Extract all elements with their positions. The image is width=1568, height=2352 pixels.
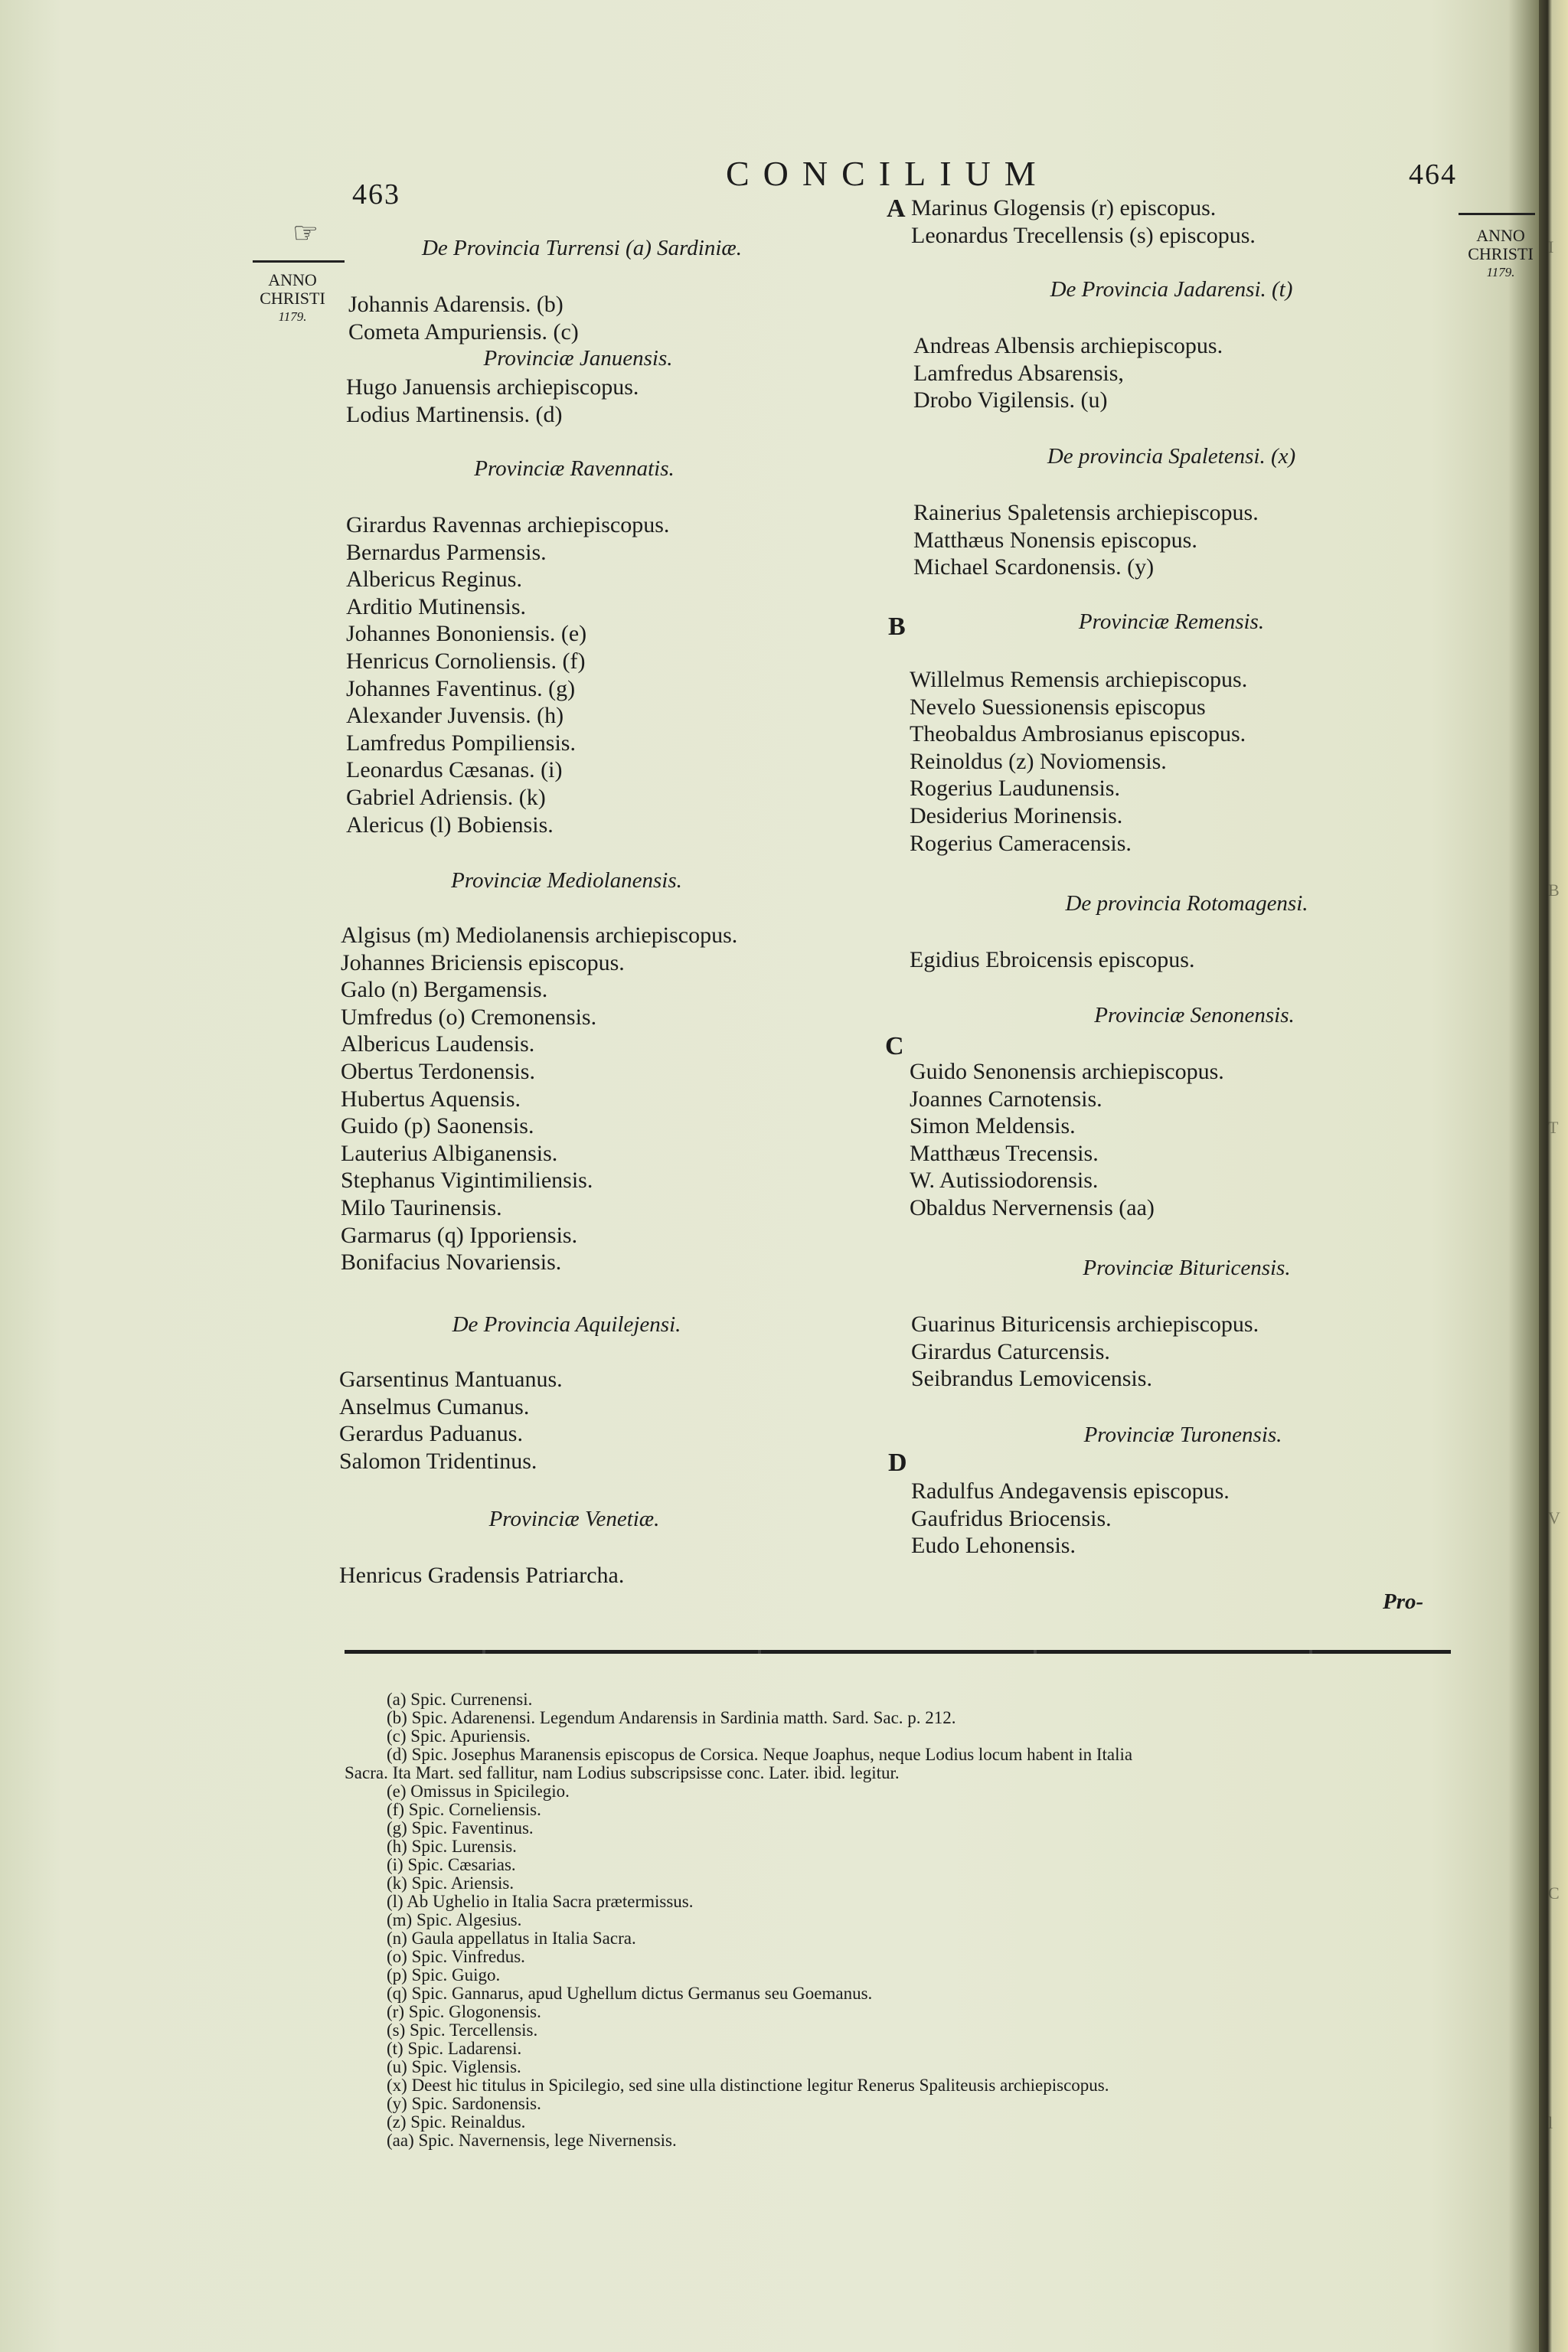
list-item: Henricus Cornoliensis. (f) (346, 648, 586, 674)
margin-rule-left (253, 260, 345, 263)
list-item: Albericus Reginus. (346, 567, 522, 593)
list-item: Simon Meldensis. (910, 1113, 1076, 1139)
heading-rotomagensi: De provincia Rotomagensi. (1065, 891, 1308, 916)
heading-januensis: Provinciæ Januensis. (483, 346, 673, 371)
heading-turonensis: Provinciæ Turonensis. (1083, 1423, 1282, 1447)
footnote: (a) Spic. Currenensi. (387, 1690, 533, 1709)
list-item: Johannes Bononiensis. (e) (346, 621, 587, 647)
list-item: Lamfredus Pompiliensis. (346, 730, 576, 756)
footnote: (z) Spic. Reinaldus. (387, 2112, 526, 2132)
bleed-letter: l (1548, 2113, 1553, 2132)
list-item: Gabriel Adriensis. (k) (346, 784, 546, 810)
anno-christi-right (1466, 227, 1535, 282)
list-item: Leonardus Trecellensis (s) episcopus. (911, 222, 1256, 248)
list-item: Stephanus Vigintimiliensis. (341, 1168, 593, 1194)
list-item: Gerardus Paduanus. (339, 1421, 523, 1447)
footnote: (n) Gaula appellatus in Italia Sacra. (387, 1929, 636, 1948)
list-item: Johannis Adarensis. (b) (348, 292, 564, 317)
footnote: (l) Ab Ughelio in Italia Sacra prætermissus. (387, 1892, 694, 1911)
christi-label: CHRISTI (1468, 244, 1534, 263)
footnote: (i) Spic. Cæsarias. (387, 1855, 516, 1874)
list-item: Leonardus Cæsanas. (i) (346, 757, 563, 783)
heading-spaletensi: De provincia Spaletensi. (x) (1047, 444, 1296, 469)
list-ravennatis (346, 511, 669, 838)
list-item: Alericus (l) Bobiensis. (346, 812, 554, 838)
page-number-right: 464 (1409, 158, 1457, 191)
footnote: (g) Spic. Faventinus. (387, 1818, 534, 1838)
list-item: Gaufridus Briocensis. (911, 1505, 1112, 1531)
list-item: Albericus Laudensis. (341, 1031, 535, 1057)
heading-senonensis: Provinciæ Senonensis. (1094, 1003, 1295, 1027)
list-venetiae (339, 1562, 624, 1589)
heading-aquilejensis: De Provincia Aquilejensi. (452, 1312, 681, 1337)
list-item: Lamfredus Absarensis, (913, 360, 1124, 386)
list-top-right (911, 194, 1256, 249)
list-aquilejensis (339, 1366, 563, 1475)
footnote: (q) Spic. Gannarus, apud Ughellum dictus Germanus seu Goemanus. (387, 1984, 873, 2003)
list-item: Marinus Glogensis (r) episcopus. (911, 195, 1217, 220)
pointing-hand-icon: ☞ (292, 217, 319, 250)
footnote: (s) Spic. Tercellensis. (387, 2020, 538, 2040)
list-item: Obertus Terdonensis. (341, 1058, 535, 1084)
margin-letter-c: C (885, 1032, 904, 1060)
facing-page-edge (1548, 0, 1568, 2352)
catchword: Pro- (1383, 1589, 1424, 1614)
margin-letter-d: D (888, 1449, 907, 1477)
heading-ravennatis: Provinciæ Ravennatis. (474, 456, 675, 481)
christi-label: CHRISTI (260, 289, 325, 308)
list-item: Hugo Januensis archiepiscopus. (346, 374, 639, 400)
footnote: (d) Spic. Josephus Maranensis episcopus de Corsica. Neque Joaphus, neque Lodius locum habent in Italia (387, 1745, 1133, 1764)
list-mediolanensis (341, 922, 737, 1276)
footnote: (c) Spic. Apuriensis. (387, 1726, 531, 1746)
bleed-letter: V (1548, 1508, 1560, 1527)
margin-letter-a: A (887, 194, 906, 223)
list-item: Galo (n) Bergamensis. (341, 977, 548, 1003)
list-item: Alexander Juvensis. (h) (346, 703, 564, 729)
list-item: Guarinus Bituricensis archiepiscopus. (911, 1312, 1259, 1337)
anno-label: ANNO (268, 270, 317, 289)
heading-sardinia: De Provincia Turrensi (a) Sardiniæ. (421, 236, 743, 260)
list-item: Matthæus Trecensis. (910, 1140, 1099, 1166)
list-senonensis (910, 1058, 1224, 1222)
list-sardinia (348, 291, 579, 345)
list-item: Michael Scardonensis. (y) (913, 554, 1155, 580)
margin-rule-right (1459, 213, 1535, 215)
footnote: (u) Spic. Viglensis. (387, 2057, 521, 2076)
list-item: Henricus Gradensis Patriarcha. (339, 1563, 625, 1588)
footnote: (h) Spic. Lurensis. (387, 1837, 517, 1856)
list-item: Girardus Ravennas archiepiscopus. (346, 512, 670, 537)
list-item: Seibrandus Lemovicensis. (911, 1366, 1152, 1392)
footnote: (p) Spic. Guigo. (387, 1965, 501, 1984)
heading-venetiae: Provinciæ Venetiæ. (488, 1507, 660, 1531)
list-item: Garmarus (q) Ipporiensis. (341, 1222, 578, 1248)
list-item: Andreas Albensis archiepiscopus. (913, 333, 1223, 358)
bleed-letter: C (1548, 1883, 1560, 1903)
list-item: Girardus Caturcensis. (911, 1338, 1110, 1364)
list-item: Hubertus Aquensis. (341, 1086, 521, 1112)
list-item: Salomon Tridentinus. (339, 1448, 537, 1474)
list-item: W. Autissiodorensis. (910, 1168, 1099, 1194)
list-item: Rogerius Laudunensis. (910, 776, 1120, 802)
anno-label: ANNO (1476, 226, 1525, 245)
list-item: Garsentinus Mantuanus. (339, 1367, 563, 1392)
list-item: Guido (p) Saonensis. (341, 1113, 534, 1139)
list-jadarensi (913, 332, 1223, 414)
list-item: Radulfus Andegavensis episcopus. (911, 1478, 1230, 1504)
list-turonensis (911, 1478, 1230, 1560)
list-item: Johannes Briciensis episcopus. (341, 949, 625, 975)
list-spaletensi (913, 499, 1259, 581)
footnote: (o) Spic. Vinfredus. (387, 1947, 525, 1966)
footnote: (m) Spic. Algesius. (387, 1910, 522, 1929)
list-item: Willelmus Remensis archiepiscopus. (910, 667, 1248, 692)
anno-year: 1179. (1486, 265, 1515, 279)
anno-christi-left (247, 271, 338, 326)
list-bituricensis (911, 1311, 1259, 1393)
list-januensis (346, 374, 639, 428)
page-number-left: 463 (352, 178, 400, 211)
list-item: Algisus (m) Mediolanensis archiepiscopus. (341, 923, 738, 948)
footnote: (aa) Spic. Navernensis, lege Nivernensis. (387, 2131, 677, 2150)
list-item: Joannes Carnotensis. (910, 1086, 1102, 1112)
footnote: (r) Spic. Glogonensis. (387, 2002, 541, 2021)
list-item: Reinoldus (z) Noviomensis. (910, 748, 1167, 774)
footnote: (b) Spic. Adarenensi. Legendum Andarensis in Sardinia matth. Sard. Sac. p. 212. (387, 1708, 956, 1727)
list-item: Guido Senonensis archiepiscopus. (910, 1059, 1224, 1084)
footnote: (f) Spic. Corneliensis. (387, 1800, 541, 1819)
list-item: Theobaldus Ambrosianus episcopus. (910, 721, 1246, 747)
footnote: (e) Omissus in Spicilegio. (387, 1782, 570, 1801)
list-item: Cometa Ampuriensis. (c) (348, 318, 579, 345)
list-item: Milo Taurinensis. (341, 1194, 502, 1220)
list-item: Lodius Martinensis. (d) (346, 401, 563, 427)
bleed-letter: I (1548, 237, 1554, 256)
anno-year: 1179. (278, 309, 307, 324)
list-item: Anselmus Cumanus. (339, 1393, 530, 1419)
list-item: Bernardus Parmensis. (346, 539, 547, 565)
list-rotomagensi (910, 946, 1194, 974)
bleed-letter: T (1548, 1118, 1559, 1137)
heading-mediolanensis: Provinciæ Mediolanensis. (451, 868, 682, 893)
list-item: Drobo Vigilensis. (u) (913, 387, 1108, 413)
list-item: Egidius Ebroicensis episcopus. (910, 947, 1195, 972)
list-item: Arditio Mutinensis. (346, 593, 527, 619)
heading-bituricensis: Provinciæ Bituricensis. (1083, 1256, 1291, 1280)
list-item: Lauterius Albiganensis. (341, 1140, 558, 1166)
footnote: (t) Spic. Ladarensi. (387, 2039, 522, 2058)
list-item: Nevelo Suessionensis episcopus (910, 694, 1206, 720)
list-item: Rogerius Cameracensis. (910, 830, 1132, 856)
footnote: (y) Spic. Sardonensis. (387, 2094, 541, 2113)
list-item: Desiderius Morinensis. (910, 802, 1123, 828)
bleed-letter: B (1548, 880, 1560, 900)
footnote-separator-rule (345, 1650, 1451, 1654)
list-item: Bonifacius Novariensis. (341, 1250, 562, 1276)
list-item: Obaldus Nervernensis (aa) (910, 1194, 1155, 1220)
list-item: Umfredus (o) Cremonensis. (341, 1004, 597, 1030)
footnote: (k) Spic. Ariensis. (387, 1873, 514, 1893)
list-item: Matthæus Nonensis episcopus. (913, 527, 1197, 553)
heading-jadarensi: De Provincia Jadarensi. (t) (1050, 277, 1293, 302)
footnote-continuation: Sacra. Ita Mart. sed fallitur, nam Lodius subscripsisse conc. Later. ibid. legitur. (345, 1763, 900, 1782)
list-item: Rainerius Spaletensis archiepiscopus. (913, 500, 1259, 525)
list-item: Johannes Faventinus. (g) (346, 675, 576, 701)
list-remensis (910, 666, 1247, 857)
footnote: (x) Deest hic titulus in Spicilegio, sed sine ulla distinctione legitur Renerus Spaliteusis archiepiscopus. (387, 2076, 1109, 2095)
heading-remensis: Provinciæ Remensis. (1078, 609, 1265, 634)
running-title: CONCILIUM (726, 154, 1050, 193)
margin-letter-b: B (888, 612, 906, 641)
list-item: Eudo Lehonensis. (911, 1533, 1076, 1559)
